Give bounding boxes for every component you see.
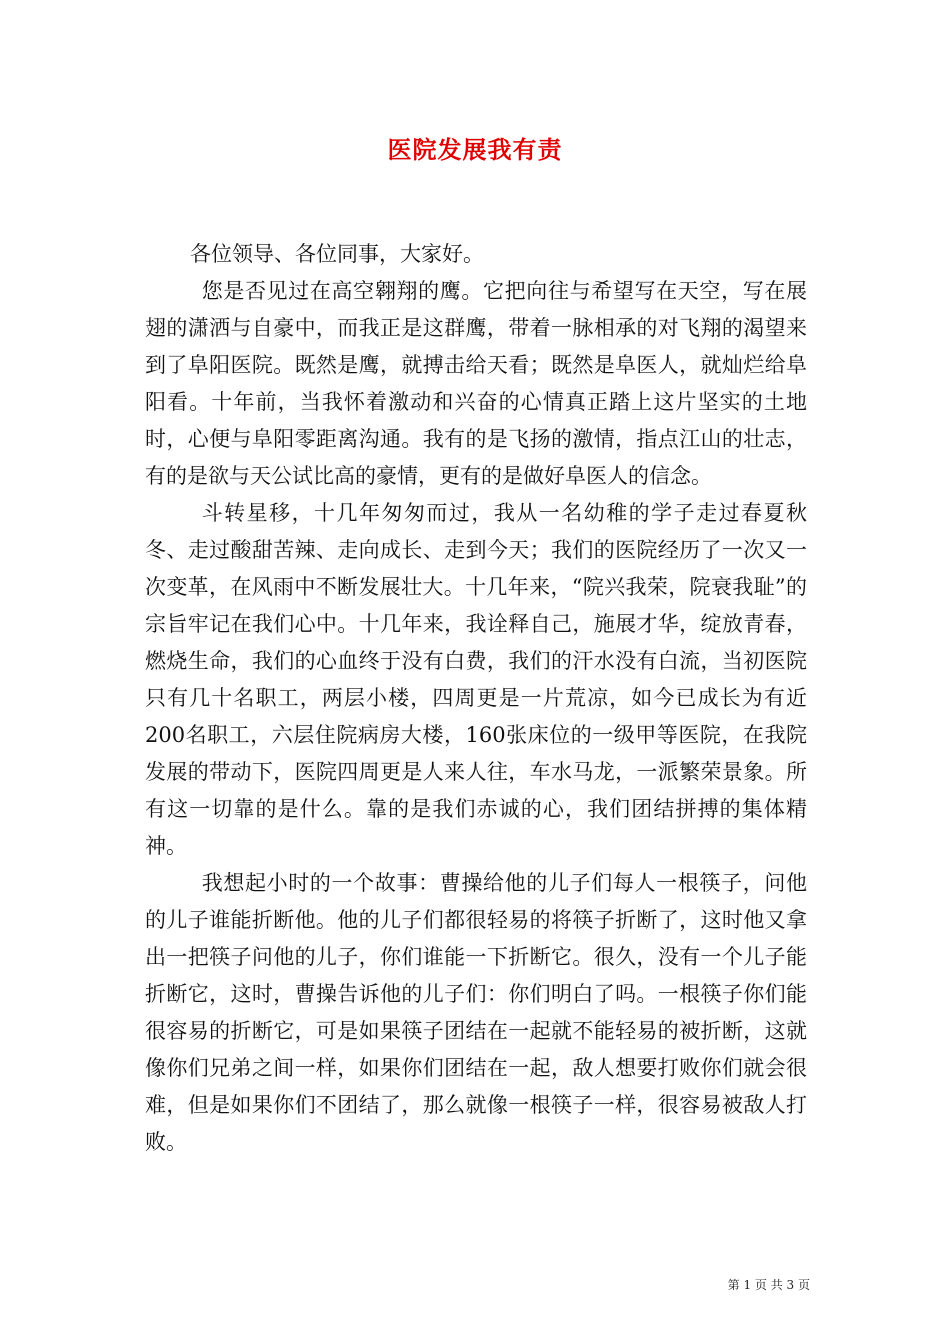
paragraph-3: 我想起小时的一个故事：曹操给他的儿子们每人一根筷子，问他的儿子谁能折断他。他的儿子们都很轻易的将筷子折断了，这时他又拿出一把筷子问他的儿子，你们谁能一下折断它。很久，没有一个儿子能折断它，这时，曹操告诉他的儿子们：你们明白了吗。一根筷子你们能很容易的折断它，可是如果筷子团结在一起就不能轻易的被折断，这就像你们兄弟之间一样，如果你们团结在一起，敌人想要打败你们就会很难，但是如果你们不团结了，那么就像一根筷子一样，很容易被敌人打败。 (145, 871, 807, 1154)
page-title: 医院发展我有责 (387, 135, 563, 164)
paragraph-1: 您是否见过在高空翱翔的鹰。它把向往与希望写在天空，写在展翅的潇洒与自豪中，而我正是这群鹰，带着一脉相承的对飞翔的渴望来到了阜阳医院。既然是鹰，就搏击给天看；既然是阜医人，就灿烂给阜阳看。十年前，当我怀着激动和兴奋的心情真正踏上这片坚实的土地时，心便与阜阳零距离沟通。我有的是飞扬的激情，指点江山的壮志，有的是欲与天公试比高的豪情，更有的是做好阜医人的信念。 (145, 279, 807, 488)
document-body (145, 236, 807, 1161)
page-number: 第 1 页 共 3 页 (727, 1278, 810, 1292)
greeting: 各位领导、各位同事，大家好。 (190, 242, 484, 266)
paragraph-2: 斗转星移，十几年匆匆而过，我从一名幼稚的学子走过春夏秋冬、走过酸甜苦辣、走向成长、走到今天；我们的医院经历了一次又一次变革，在风雨中不断发展壮大。十几年来，“院兴我荣，院衰我耻”的宗旨牢记在我们心中。十几年来，我诠释自己，施展才华，绽放青春，燃烧生命，我们的心血终于没有白费，我们的汗水没有白流，当初医院只有几十名职工，两层小楼，四周更是一片荒凉，如今已成长为有近200名职工，六层住院病房大楼，160张床位的一级甲等医院，在我院发展的带动下，医院四周更是人来人往，车水马龙，一派繁荣景象。所有这一切靠的是什么。靠的是我们赤诚的心，我们团结拼搏的集体精神。 (145, 501, 807, 858)
